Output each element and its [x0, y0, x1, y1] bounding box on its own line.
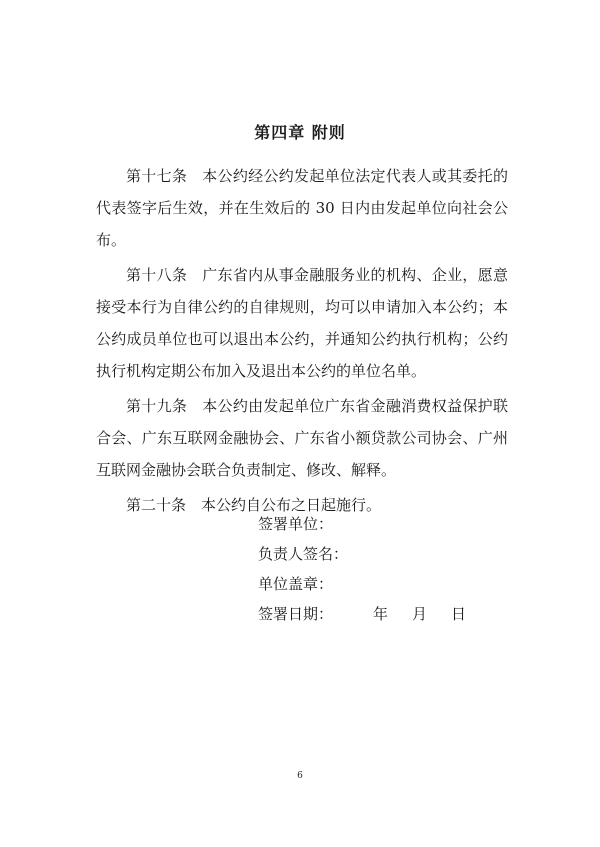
signing-date-label: 签署日期：: [258, 605, 334, 623]
article-19: [96, 390, 508, 486]
article-number: 第二十条: [126, 496, 187, 514]
unit-seal-label: 单位盖章：: [258, 575, 334, 593]
article-number: 第十七条: [126, 167, 188, 185]
signing-unit-row: [258, 509, 466, 539]
article-18: [96, 259, 508, 387]
signing-date-row: [258, 599, 466, 629]
article-text: 广东省内从事金融服务业的机构、企业，愿意接受本行为自律公约的自律规则，均可以申请加入本公约；本公约成员单位也可以退出本公约，并通知公约执行机构；公约执行机构定期公布加入及退出本公约的单位名单。: [96, 266, 508, 380]
day-label: 日: [451, 605, 467, 623]
chapter-title: 第四章 附则: [254, 123, 346, 142]
article-17: [96, 160, 508, 256]
page-number: 6: [297, 771, 303, 781]
signing-unit-label: 签署单位：: [258, 515, 334, 533]
article-text: 本公约经公约发起单位法定代表人或其委托的代表签字后生效，并在生效后的 30 日内由发起单位向社会公布。: [96, 167, 508, 249]
signature-block: [258, 509, 466, 629]
month-label: 月: [412, 605, 428, 623]
article-number: 第十八条: [126, 266, 188, 284]
article-text: 本公约自公布之日起施行。: [201, 496, 382, 514]
responsible-person-label: 负责人签名：: [258, 545, 349, 563]
article-number: 第十九条: [126, 397, 188, 415]
unit-seal-row: [258, 569, 466, 599]
year-label: 年: [373, 605, 389, 623]
responsible-person-row: [258, 539, 466, 569]
article-text: 本公约由发起单位广东省金融消费权益保护联合会、广东互联网金融协会、广东省小额贷款公司协会、广州互联网金融协会联合负责制定、修改、解释。: [96, 397, 508, 479]
articles-section: [96, 160, 508, 524]
